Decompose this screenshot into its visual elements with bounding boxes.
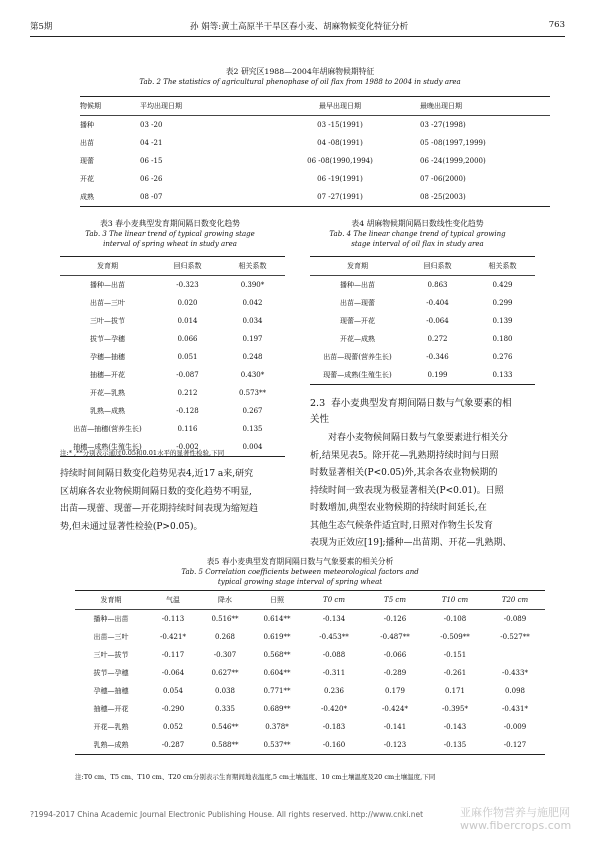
table5-col-header: 日照 xyxy=(270,596,284,604)
table-cell: 0.568** xyxy=(263,651,291,659)
row-label: 孕穗—抽穗 xyxy=(90,353,125,361)
table-cell: -0.066 xyxy=(383,651,407,659)
paragraph-line: 势,但未通过显著性检验(P>0.05)。 xyxy=(60,521,203,532)
table-cell: 06 -15 xyxy=(140,157,163,165)
table-row xyxy=(60,330,285,348)
table-cell xyxy=(485,646,545,664)
table-cell: -0.424* xyxy=(382,705,408,713)
table-row xyxy=(75,682,545,700)
table5-col-header: T10 cm xyxy=(441,596,469,604)
table5-title-cn: 表5 春小麦典型发育期间隔日数与气象要素的相关分析 xyxy=(206,557,394,566)
table-cell: 0.179 xyxy=(384,687,406,695)
table-cell: -0.287 xyxy=(161,741,185,749)
table-cell: -0.261 xyxy=(443,669,467,677)
table-cell: 0.771** xyxy=(263,687,291,695)
table-cell: 0.619** xyxy=(263,633,291,641)
table-cell: 0.098 xyxy=(504,687,526,695)
row-label: 开花—乳熟 xyxy=(90,389,125,397)
row-label: 抽穗—开花 xyxy=(90,371,125,379)
table-cell: 0.020 xyxy=(177,299,198,307)
table-cell: -0.009 xyxy=(503,723,527,731)
table-cell: 04 -21 xyxy=(140,139,163,147)
table-cell: 0.054 xyxy=(162,687,184,695)
table-cell: -0.064 xyxy=(426,317,449,325)
table-cell: 0.573** xyxy=(238,389,267,397)
table-cell: 0.546** xyxy=(211,723,239,731)
table-cell: 0.390* xyxy=(240,281,265,289)
table-cell: 0.180 xyxy=(492,335,513,343)
table5-col-header: T20 cm xyxy=(501,596,529,604)
table-cell: 0.034 xyxy=(242,317,263,325)
paragraph-line: 持续时间间隔日数变化趋势见表4,近17 a来,研究 xyxy=(60,469,254,479)
table-cell: -0.311 xyxy=(322,669,346,677)
table-cell: 0.537** xyxy=(263,741,291,749)
table-row xyxy=(310,330,535,348)
table-cell: 0.604** xyxy=(263,669,291,677)
table-cell: 0.430* xyxy=(240,371,265,379)
table-cell: 0.212 xyxy=(177,389,198,397)
row-label: 现蕾—开花 xyxy=(340,317,375,325)
table5-col-header: T5 cm xyxy=(384,596,406,604)
table3-caption xyxy=(60,218,280,249)
table-cell: 0.516** xyxy=(211,615,239,623)
table5-col-header: 发育期 xyxy=(100,596,122,604)
table5-note: 注:T0 cm、T5 cm、T10 cm、T20 cm分别表示生育期间地表温度,5 cm土壤温度、10 cm土壤温度及20 cm土壤温度,下同 xyxy=(75,773,436,781)
table3-title-en-2: interval of spring wheat in study area xyxy=(103,240,237,248)
table5 xyxy=(75,590,545,755)
running-header xyxy=(30,20,565,36)
row-label: 出苗 xyxy=(80,139,94,147)
table-row xyxy=(75,718,545,736)
table-row xyxy=(60,348,285,366)
table-row xyxy=(80,170,550,188)
row-label: 抽穗—成熟(生殖生长) xyxy=(73,443,142,451)
table-cell: 0.627** xyxy=(211,669,239,677)
table-cell: 0.052 xyxy=(162,723,184,731)
paragraph-line: 持续时间一致表现为极显著相关(P<0.01)。日照 xyxy=(310,485,504,496)
table-cell: 0.272 xyxy=(427,335,448,343)
header-rule xyxy=(30,36,565,37)
table-cell: 0.042 xyxy=(242,299,263,307)
table-row xyxy=(80,152,550,170)
page-number: 763 xyxy=(548,20,565,30)
table-row xyxy=(80,134,550,152)
row-label: 成熟 xyxy=(80,193,94,201)
table4-title-en-2: stage interval of oil flax in study area xyxy=(351,240,484,248)
table4-col-header: 相关系数 xyxy=(488,262,517,270)
table-cell: -0.113 xyxy=(161,615,185,623)
paragraph-line: 时数增加,典型农业物候期的持续时间延长,在 xyxy=(310,503,487,513)
table-cell: 05 -08(1997,1999) xyxy=(420,139,486,147)
table-cell: 06 -08(1990,1994) xyxy=(307,157,373,165)
section-heading xyxy=(310,396,540,428)
row-label: 孕穗—抽穗 xyxy=(93,687,129,695)
table-cell: -0.395* xyxy=(442,705,468,713)
row-label: 三叶—拔节 xyxy=(93,651,129,659)
table-cell: 03 -27(1998) xyxy=(420,121,466,129)
row-label: 播种—出苗 xyxy=(90,281,125,289)
table-row xyxy=(60,384,285,402)
paragraph-line: 析,结果见表5。除开花—乳熟期持续时间与日照 xyxy=(310,450,499,461)
table-cell: 03 -15(1991) xyxy=(317,121,363,129)
table-cell: -0.151 xyxy=(443,651,467,659)
table-cell: 03 -20 xyxy=(140,121,163,129)
table-cell: 0.614** xyxy=(263,615,291,623)
row-label: 出苗—现蕾 xyxy=(340,299,375,307)
table-row xyxy=(80,116,550,135)
paragraph-line: 其他生态气候条件适宜时,日照对作物生长发育 xyxy=(310,520,493,531)
table-cell: 0.429 xyxy=(492,281,513,289)
table5-header-row xyxy=(75,591,545,610)
table-cell: 0.248 xyxy=(242,353,263,361)
table-row xyxy=(75,646,545,664)
row-label: 乳熟—成熟 xyxy=(93,741,129,749)
table2-col-header: 最早出现日期 xyxy=(319,102,361,110)
row-label: 抽穗—开花 xyxy=(93,705,129,713)
row-label: 拔节—孕穗 xyxy=(93,669,129,677)
table-cell: 0.038 xyxy=(214,687,236,695)
table4-caption xyxy=(300,218,535,249)
table2-col-header: 物候期 xyxy=(80,102,101,110)
paragraph-line: 时数显著相关(P<0.05)外,其余各农业物候期的 xyxy=(310,468,498,478)
table-cell: 04 -08(1991) xyxy=(317,139,363,147)
table-cell: 06 -19(1991) xyxy=(317,175,363,183)
table-cell: 0.116 xyxy=(177,425,198,433)
table-cell: 0.689** xyxy=(263,705,291,713)
table-cell: -0.453** xyxy=(319,633,349,641)
table3-col-header: 回归系数 xyxy=(173,262,202,270)
table-cell: -0.134 xyxy=(322,615,346,623)
table-cell: 0.268 xyxy=(214,633,236,641)
table-cell: -0.108 xyxy=(443,615,467,623)
table-cell: -0.088 xyxy=(322,651,346,659)
table-row xyxy=(310,276,535,295)
table3 xyxy=(60,256,285,457)
table3-title-en-1: Tab. 3 The linear trend of typical growing stage xyxy=(85,230,255,238)
table-row xyxy=(60,276,285,295)
table-cell: 0.236 xyxy=(323,687,345,695)
table2-title-en: Tab. 2 The statistics of agricultural phenophase of oil flax from 1988 to 2004 in study area xyxy=(139,78,461,86)
table-cell: 08 -07 xyxy=(140,193,163,201)
table-row xyxy=(60,402,285,420)
table-cell: 0.004 xyxy=(242,443,263,451)
table-cell: -0.089 xyxy=(503,615,527,623)
table-row xyxy=(60,294,285,312)
table-row xyxy=(310,312,535,330)
table3-col-header: 发育期 xyxy=(97,262,118,270)
row-label: 开花—成熟 xyxy=(340,335,375,343)
table-cell: -0.128 xyxy=(176,407,199,415)
table-cell: 0.299 xyxy=(492,299,513,307)
table-cell: -0.420* xyxy=(321,705,347,713)
table2-col-header: 最晚出现日期 xyxy=(420,102,462,110)
row-label: 播种—出苗 xyxy=(93,615,129,623)
table-row xyxy=(60,366,285,384)
table-cell: 0.066 xyxy=(177,335,198,343)
table2-caption xyxy=(60,66,540,87)
table-cell: -0.135 xyxy=(443,741,467,749)
table-cell: 07 -27(1991) xyxy=(317,193,363,201)
table-cell: 0.588** xyxy=(211,741,239,749)
table3-col-header: 相关系数 xyxy=(238,262,267,270)
table4-header-row xyxy=(310,257,535,276)
table-cell: -0.346 xyxy=(426,353,449,361)
table4-title-en-1: Tab. 4 The linear change trend of typical growing xyxy=(329,230,506,238)
table-cell: -0.141 xyxy=(383,723,407,731)
row-label: 播种—出苗 xyxy=(340,281,375,289)
row-label: 出苗—抽穗(营养生长) xyxy=(73,425,142,433)
table4-col-header: 回归系数 xyxy=(423,262,452,270)
table3-note: 注:* ,**分别表示通过0.05和0.01水平的显著性检验,下同 xyxy=(60,449,225,457)
table-cell: 0.135 xyxy=(242,425,263,433)
table-cell: -0.160 xyxy=(322,741,346,749)
table-row xyxy=(310,294,535,312)
table5-col-header: 降水 xyxy=(218,596,232,604)
table-cell: 0.133 xyxy=(492,371,513,379)
table5-title-en-2: typical growing stage interval of spring wheat xyxy=(217,578,383,586)
table-row xyxy=(75,628,545,646)
copyright-footer: ?1994-2017 China Academic Journal Electronic Publishing House. All rights reserved. http://www.cnki.net xyxy=(30,810,424,819)
row-label: 出苗—现蕾(营养生长) xyxy=(323,353,392,361)
table-cell: -0.421* xyxy=(160,633,186,641)
table-cell: 0.378* xyxy=(265,723,289,731)
table-cell: -0.404 xyxy=(426,299,449,307)
row-label: 乳熟—成熟 xyxy=(90,407,125,415)
table-cell: 0.335 xyxy=(214,705,236,713)
table-row xyxy=(75,700,545,718)
table-row xyxy=(310,348,535,366)
row-label: 播种 xyxy=(80,121,94,129)
table-cell: -0.509** xyxy=(440,633,470,641)
table-cell: -0.127 xyxy=(503,741,527,749)
table2-col-header: 平均出现日期 xyxy=(140,102,182,110)
table2-header-row xyxy=(80,97,550,116)
table-row xyxy=(80,188,550,207)
table5-col-header: T0 cm xyxy=(323,596,345,604)
table-cell: -0.527** xyxy=(500,633,530,641)
table-cell: 0.267 xyxy=(242,407,263,415)
paragraph-line: 出苗—现蕾、现蕾—开花期持续时间表现为缩短趋 xyxy=(60,504,259,514)
table-cell: -0.183 xyxy=(322,723,346,731)
row-label: 现蕾 xyxy=(80,157,94,165)
table-cell: -0.123 xyxy=(383,741,407,749)
table3-header-row xyxy=(60,257,285,276)
row-label: 开花—乳熟 xyxy=(93,723,129,731)
right-paragraph xyxy=(310,430,542,553)
row-label: 现蕾—成熟(生殖生长) xyxy=(323,371,392,379)
table2-title-cn: 表2 研究区1988—2004年胡麻物候期特征 xyxy=(225,67,375,76)
left-paragraph xyxy=(60,466,290,536)
paragraph-line: 区胡麻各农业物候期间隔日数的变化趋势不明显, xyxy=(60,486,252,497)
row-label: 开花 xyxy=(80,175,94,183)
table-cell: -0.487** xyxy=(380,633,410,641)
table-cell: -0.117 xyxy=(161,651,185,659)
table-cell: 0.014 xyxy=(177,317,198,325)
table-cell: -0.087 xyxy=(176,371,199,379)
table-cell: 08 -25(2003) xyxy=(420,193,466,201)
section-title-line2: 关性 xyxy=(310,414,330,425)
table-cell: -0.323 xyxy=(176,281,199,289)
table2 xyxy=(80,96,550,207)
paragraph-line: 对春小麦物候间隔日数与气象要素进行相关分 xyxy=(328,433,509,443)
table5-col-header: 气温 xyxy=(166,596,180,604)
table5-caption xyxy=(60,556,540,587)
paragraph-line: 表现为正效应[19];播种—出苗期、开花—乳熟期、 xyxy=(310,538,512,548)
table4-title-cn: 表4 胡麻物候期间隔日数线性变化趋势 xyxy=(351,219,484,228)
table-row xyxy=(310,366,535,385)
table-cell: -0.002 xyxy=(176,443,199,451)
table-cell: 06 -24(1999,2000) xyxy=(420,157,486,165)
table-cell: 0.199 xyxy=(427,371,448,379)
section-number: 2.3 xyxy=(310,398,326,409)
table-cell: 0.863 xyxy=(427,281,448,289)
section-title-line1: 春小麦典型发育期间隔日数与气象要素的相 xyxy=(331,398,512,409)
watermark-line: 亚麻作物营养与施肥网 xyxy=(460,806,570,819)
table-row xyxy=(60,420,285,438)
row-label: 三叶—拔节 xyxy=(90,317,125,325)
row-label: 拔节—孕穗 xyxy=(90,335,125,343)
table-cell: -0.289 xyxy=(383,669,407,677)
table-cell: 0.276 xyxy=(492,353,513,361)
row-label: 出苗—三叶 xyxy=(93,633,129,641)
table-cell: -0.307 xyxy=(213,651,237,659)
table-cell: -0.290 xyxy=(161,705,185,713)
issue-number: 第5期 xyxy=(30,22,53,32)
table-cell: 06 -26 xyxy=(140,175,163,183)
table-cell: -0.064 xyxy=(161,669,185,677)
article-running-title: 孙 娟等:黄土高原半干旱区春小麦、胡麻物候变化特征分析 xyxy=(190,22,409,32)
table-cell: -0.433* xyxy=(502,669,528,677)
table-cell: 07 -06(2000) xyxy=(420,175,466,183)
table-cell: -0.143 xyxy=(443,723,467,731)
table-cell: 0.051 xyxy=(177,353,198,361)
table-cell: 0.171 xyxy=(444,687,466,695)
watermark xyxy=(460,806,571,832)
table-cell: -0.431* xyxy=(502,705,528,713)
table5-title-en-1: Tab. 5 Correlation coefficients between meteorological factors and xyxy=(181,568,419,576)
row-label: 出苗—三叶 xyxy=(90,299,125,307)
table-cell: -0.126 xyxy=(383,615,407,623)
table3-title-cn: 表3 春小麦典型发育期间隔日数变化趋势 xyxy=(100,219,240,228)
table-cell: 0.197 xyxy=(242,335,263,343)
table4-col-header: 发育期 xyxy=(347,262,368,270)
table-row xyxy=(75,610,545,629)
table-row xyxy=(75,736,545,755)
table4 xyxy=(310,256,535,385)
watermark-line: www.fibercrops.com xyxy=(460,819,572,832)
table-cell: 0.139 xyxy=(492,317,513,325)
table-row xyxy=(75,664,545,682)
table-row xyxy=(60,312,285,330)
